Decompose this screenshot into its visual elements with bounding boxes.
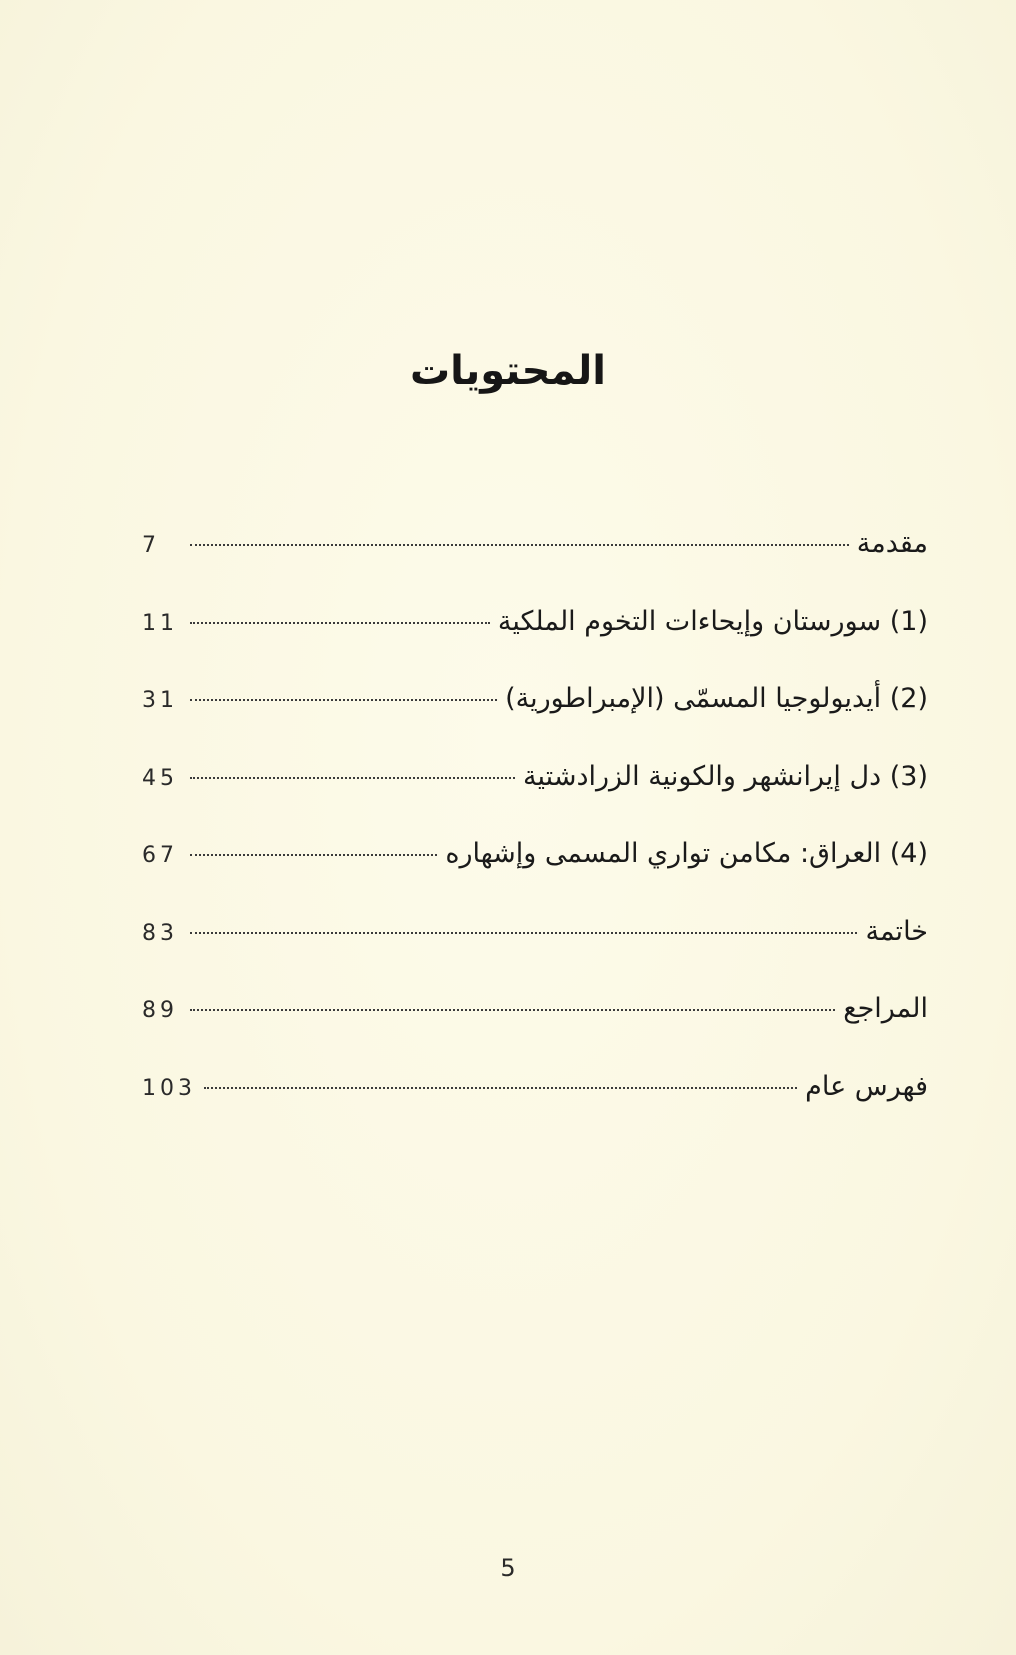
toc-entry-page: 89: [142, 998, 178, 1023]
toc-entry-title: (3) دل إيرانشهر والكونية الزرادشتية: [523, 760, 928, 792]
toc-entry-page: 67: [142, 843, 178, 868]
toc-entry-page: 11: [142, 610, 178, 636]
toc-entry: [142, 993, 928, 1037]
dot-leader: [190, 544, 849, 546]
toc-entry: [142, 606, 928, 650]
dot-leader: [190, 622, 490, 624]
toc-entry-title: فهرس عام: [805, 1070, 928, 1102]
toc-entry: [142, 916, 928, 960]
dot-leader: [190, 777, 515, 779]
dot-leader: [204, 1087, 797, 1089]
dot-leader: [190, 932, 857, 934]
dot-leader: [190, 1009, 835, 1011]
table-of-contents: [142, 528, 928, 1148]
contents-heading: المحتويات: [409, 348, 606, 394]
toc-entry: [142, 683, 928, 727]
toc-entry-title: (1) سورستان وإيحاءات التخوم الملكية: [497, 605, 928, 637]
toc-entry-title: خاتمة: [865, 915, 928, 947]
toc-entry-page: 45: [142, 765, 178, 791]
toc-entry-page: 7: [142, 533, 160, 558]
toc-entry-title: (2) أيديولوجيا المسمّى (الإمبراطورية): [505, 683, 928, 714]
dot-leader: [190, 854, 437, 856]
toc-entry-page: 31: [142, 688, 178, 713]
dot-leader: [190, 699, 497, 701]
toc-entry: [142, 761, 928, 805]
toc-entry: [142, 838, 928, 882]
toc-entry: [142, 528, 928, 572]
toc-entry: [142, 1071, 928, 1115]
toc-entry-page: 83: [142, 920, 178, 946]
toc-entry-page: 103: [142, 1075, 196, 1101]
toc-entry-title: مقدمة: [856, 528, 928, 559]
toc-entry-title: (4) العراق: مكامن تواري المسمى وإشهاره: [445, 838, 928, 869]
page-number: 5: [500, 1554, 516, 1582]
toc-entry-title: المراجع: [843, 993, 928, 1024]
